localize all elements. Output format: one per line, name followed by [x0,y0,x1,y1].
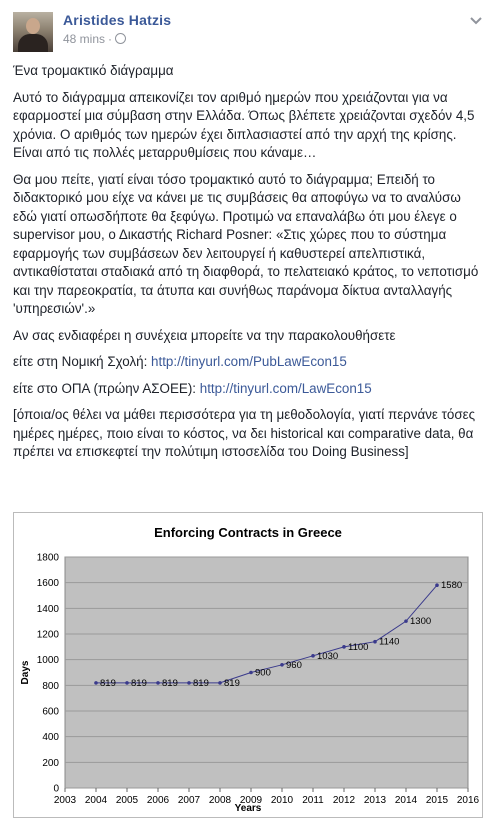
chevron-down-icon[interactable] [469,16,483,26]
post-header [13,12,483,52]
x-tick-label: 2010 [270,795,294,806]
x-tick-label: 2015 [425,795,449,806]
data-label: 1580 [441,580,463,592]
data-label: 1300 [410,616,432,628]
data-point [187,681,191,685]
x-tick-label: 2005 [115,795,139,806]
y-tick-label: 200 [42,757,59,769]
post-paragraph-2: Θα μου πείτε, γιατί είναι τόσο τρομακτικό αυτό το διάγραμμα; Επειδή το διδακτορικό μου είχε να κάνει με τις συμβάσεις θα αποφύγω να το αναλύσω εδώ γιατί οπωσδήποτε θα ξεφύγω. Προτιμώ να επαναλάβω ότι μου έλεγε ο supervisor μου, ο Δικαστής Richard Posner: «Στις χώρες που το σύστημα εφαρμογής των συμβάσεων δεν λειτουργεί ή καθυστερεί απελπιστικά, αντικαθίσταται σταδιακά από τη διαφθορά, το πελατειακό κράτος, το νεποτισμό και την παρεοκρατία, τα άτυπα και συνήθως παράνομα δίκτυα ανταλλαγής 'υπηρεσιών'.» [13,171,479,316]
avatar[interactable] [13,12,53,52]
x-tick-label: 2016 [456,795,480,806]
y-tick-label: 400 [42,732,59,744]
data-point [280,663,284,667]
post-paragraph-4: [όποια/ος θέλει να μάθει περισσότερα για τη μεθοδολογία, γιατί περνάνε τόσες ημέρες ημέρες, ποιο είναι το κόστος, να δει historical και comparative data, θα πρέπει να επισκεφτεί την πολύτιμη ιστοσελίδα του Doing Business] [13,407,476,459]
y-tick-label: 1800 [36,552,59,564]
data-point [373,640,377,644]
x-tick-label: 2004 [84,795,108,806]
y-tick-label: 1200 [36,629,59,641]
y-tick-label: 800 [42,680,59,692]
y-tick-label: 1400 [36,603,59,615]
post-body [13,62,485,470]
chart-image[interactable] [13,512,483,818]
link-publawecon[interactable]: http://tinyurl.com/PubLawEcon15 [151,354,347,369]
data-label: 960 [286,659,302,671]
post-time[interactable]: 48 mins [63,32,106,46]
data-point [404,619,408,623]
x-axis-label: Years [234,803,262,814]
data-point [125,681,129,685]
x-tick-label: 2012 [332,795,356,806]
data-label: 819 [224,677,240,689]
author-name[interactable]: Aristides Hatzis [63,12,172,28]
x-tick-label: 2009 [239,795,263,806]
y-tick-label: 0 [53,783,59,795]
data-point [156,681,160,685]
data-label: 819 [100,677,116,689]
post-meta [63,32,126,46]
data-point [94,681,98,685]
x-tick-label: 2011 [302,795,324,806]
x-tick-label: 2014 [394,795,418,806]
chart-title: Enforcing Contracts in Greece [154,525,342,540]
globe-icon[interactable] [115,33,126,44]
data-point [249,671,253,675]
y-tick-label: 600 [42,706,59,718]
link-line-1 [13,353,485,372]
post-paragraph-3: Αν σας ενδιαφέρει η συνέχεια μπορείτε να την παρακολουθήσετε [13,327,396,343]
x-tick-label: 2013 [363,795,387,806]
link-lawecon[interactable]: http://tinyurl.com/LawEcon15 [199,380,372,396]
data-label: 900 [255,667,271,679]
data-label: 1030 [317,650,339,662]
link-line-2 [13,380,485,399]
data-point [342,645,346,649]
data-label: 1100 [348,641,369,653]
link-1-prefix: είτε στη Νομική Σχολή: [13,354,152,369]
y-tick-label: 1600 [36,578,59,590]
x-tick-label: 2007 [177,795,201,806]
x-tick-label: 2008 [208,795,232,806]
data-label: 819 [162,677,178,689]
data-label: 819 [193,677,209,689]
link-2-prefix: είτε στο ΟΠΑ (πρώην ΑΣΟΕΕ): [13,380,200,396]
data-point [435,583,439,587]
post-paragraph-1: Αυτό το διάγραμμα απεικονίζει τον αριθμό ημερών που χρειάζονται για να εφαρμοστεί μια σύμβαση στην Ελλάδα. Όπως βλέπετε χρειάζονται σχεδόν 4,5 χρόνια. Ο αριθμός των ημερών έχει διπλασιαστεί από την αρχή της κρίσης. Είναι από τις πολλές μεταρρυθμίσεις που κάναμε… [13,89,475,160]
post-title: Ένα τρομακτικό διάγραμμα [13,63,174,78]
data-point [311,654,315,658]
x-tick-label: 2003 [53,795,77,806]
data-label: 819 [131,677,147,689]
y-axis-label: Days [20,660,31,685]
data-label: 1140 [379,636,400,648]
data-point [218,681,222,685]
x-tick-label: 2006 [146,795,170,806]
meta-separator: · [108,32,113,46]
y-tick-label: 1000 [36,655,59,667]
line-chart [13,512,483,818]
